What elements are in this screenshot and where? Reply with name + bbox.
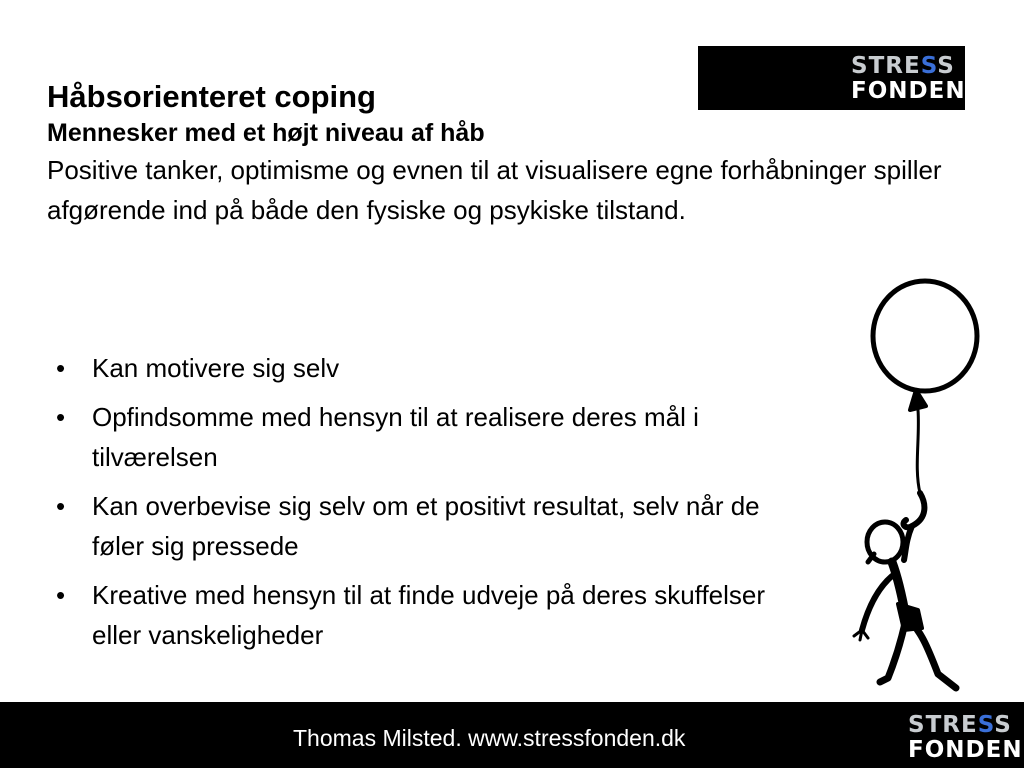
bullet-icon: • [56, 353, 66, 383]
footer-credit: Thomas Milsted. www.stressfonden.dk [293, 725, 686, 751]
bullet-icon: • [56, 402, 66, 432]
logo-wordmark-footer [908, 714, 1023, 762]
list-item [56, 486, 816, 566]
raised-arm [904, 493, 925, 527]
list-item [56, 575, 816, 655]
slide-subtitle: Mennesker med et højt niveau af håb [47, 119, 485, 147]
bullet-icon: • [56, 580, 66, 610]
logo-line-stress: STRESS [908, 712, 1012, 738]
bullet-text: Kreative med hensyn til at finde udveje på deres skuffelser eller vanskeligheder [92, 580, 766, 650]
bullet-text: Kan overbevise sig selv om et positivt resultat, selv når de føler sig pressede [92, 491, 760, 561]
slide-title: Håbsorienteret coping [47, 79, 376, 114]
left-arm [862, 576, 892, 630]
footer-bar [0, 702, 1024, 768]
bullet-text: Opfindsomme med hensyn til at realisere deres mål i tilværelsen [92, 402, 699, 472]
balloon-string [917, 410, 920, 493]
balloon-shape [873, 281, 977, 391]
slide-intro: Positive tanker, optimisme og evnen til at visualisere egne forhåbninger spiller afgørende ind på både den fysiske og psykiske tilstand. [47, 155, 942, 225]
bullet-icon: • [56, 491, 66, 521]
logo-line-fonden: FONDEN [908, 737, 1023, 763]
bullet-text: Kan motivere sig selv [92, 353, 340, 383]
logo-line-stress: STRESS [851, 53, 955, 79]
logo-line-fonden: FONDEN [851, 78, 966, 104]
bullet-list [56, 348, 816, 664]
title-block [47, 78, 947, 230]
stick-figure-with-balloon-icon [840, 278, 1000, 703]
list-item [56, 348, 816, 388]
list-item [56, 397, 816, 477]
